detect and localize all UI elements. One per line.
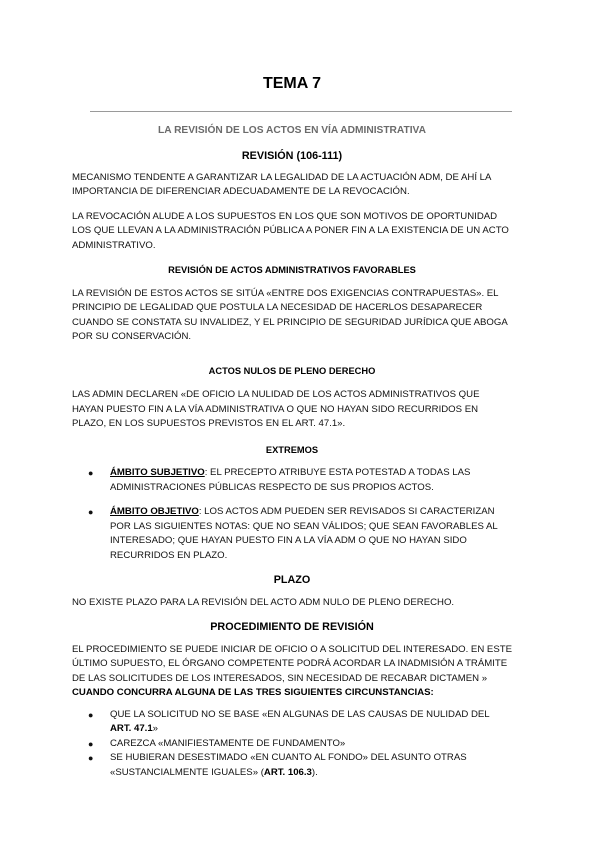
heading-actos-favorables: REVISIÓN DE ACTOS ADMINISTRATIVOS FAVORABLES xyxy=(168,265,416,275)
extremos-list xyxy=(72,466,512,563)
text-ambito-objetivo: : LOS ACTOS ADM PUEDEN SER REVISADOS SI CARACTERIZAN POR LAS SIGUIENTES NOTAS: QUE NO SEAN VÁLIDOS; QUE SEAN FAVORABLES AL INTERESADO; QUE HAYAN PUESTO FIN A LA VÍA ADM O QUE NO HAYAN SIDO RECURRIDOS EN PLAZO. xyxy=(110,506,498,561)
list-item-circunstancia-1 xyxy=(72,708,512,737)
ref-art-106-3: ART. 106.3 xyxy=(263,766,312,778)
paragraph-revision-favorables: LA REVISIÓN DE ESTOS ACTOS SE SITÚA «ENTRE DOS EXIGENCIAS CONTRAPUESTAS». EL PRINCIPIO DE LEGALIDAD QUE POSTULA LA NECESIDAD DE HACERLOS DESAPARECER CUANDO SE CONSTATA SU INVALIDEZ, Y EL PRINCIPIO DE SEGURIDAD JURÍDICA QUE ABOGA POR SU CONSERVACIÓN. xyxy=(72,287,508,342)
label-ambito-objetivo: ÁMBITO OBJETIVO xyxy=(110,506,199,517)
title-divider xyxy=(90,111,512,112)
list-item-ambito-objetivo xyxy=(72,505,512,563)
document-subtitle: LA REVISIÓN DE LOS ACTOS EN VÍA ADMINISTRATIVA xyxy=(158,125,426,136)
label-ambito-subjetivo: ÁMBITO SUBJETIVO xyxy=(110,467,205,478)
paragraph-actos-nulos: LAS ADMIN DECLAREN «DE OFICIO LA NULIDAD DE LOS ACTOS ADMINISTRATIVOS QUE HAYAN PUESTO FIN A LA VÍA ADMINISTRATIVA O QUE NO HAYAN SIDO RECURRIDOS EN PLAZO, EN LOS SUPUESTOS PREVISTOS EN EL ART. 47.1». xyxy=(72,389,480,429)
text-circunstancia-2: CAREZCA «MANIFIESTAMENTE DE FUNDAMENTO» xyxy=(110,737,346,749)
text-procedimiento-bold: CUANDO CONCURRA ALGUNA DE LAS TRES SIGUIENTES CIRCUNSTANCIAS: xyxy=(72,687,434,698)
text-circunstancia-1-end: » xyxy=(152,723,158,734)
paragraph-plazo: NO EXISTE PLAZO PARA LA REVISIÓN DEL ACTO ADM NULO DE PLENO DERECHO. xyxy=(72,596,455,608)
text-circunstancia-3-end: ). xyxy=(311,766,318,778)
list-item-ambito-subjetivo xyxy=(72,466,512,495)
text-circunstancia-1: QUE LA SOLICITUD NO SE BASE «EN ALGUNAS DE LAS CAUSAS DE NULIDAD DEL xyxy=(110,708,490,720)
heading-plazo: PLAZO xyxy=(273,574,311,586)
bullet-icon: ● xyxy=(88,468,94,478)
heading-extremos: EXTREMOS xyxy=(265,444,319,455)
list-item-circunstancia-2 xyxy=(72,737,512,752)
bullet-icon: ● xyxy=(88,753,94,763)
bullet-icon: ● xyxy=(88,507,94,517)
circunstancias-list xyxy=(72,708,512,781)
text-circunstancia-3: SE HUBIERAN DESESTIMADO «EN CUANTO AL FONDO» DEL ASUNTO OTRAS «SUSTANCIALMENTE IGUALES» ( xyxy=(110,752,467,778)
heading-revision: REVISIÓN (106-111) xyxy=(241,150,343,162)
paragraph-mecanismo: MECANISMO TENDENTE A GARANTIZAR LA LEGALIDAD DE LA ACTUACIÓN ADM, DE AHÍ LA IMPORTANCIA DE DIFERENCIAR ADECUADAMENTE DE LA REVOCACIÓN. xyxy=(72,171,491,197)
paragraph-procedimiento xyxy=(72,643,512,701)
paragraph-revocacion: LA REVOCACIÓN ALUDE A LOS SUPUESTOS EN LOS QUE SON MOTIVOS DE OPORTUNIDAD LOS QUE LLEVAN A LA ADMINISTRACIÓN PÚBLICA A PONER FIN A LA EXISTENCIA DE UN ACTO ADMINISTRATIVO. xyxy=(72,210,509,251)
heading-actos-nulos: ACTOS NULOS DE PLENO DERECHO xyxy=(208,365,376,376)
heading-procedimiento: PROCEDIMIENTO DE REVISIÓN xyxy=(210,621,374,633)
list-item-circunstancia-3 xyxy=(72,751,512,780)
bullet-icon: ● xyxy=(88,738,94,749)
text-ambito-subjetivo: : EL PRECEPTO ATRIBUYE ESTA POTESTAD A TODAS LAS ADMINISTRACIONES PÚBLICAS RESPECTO DE SUS PROPIOS ACTOS. xyxy=(110,467,471,493)
page-title: TEMA 7 xyxy=(262,75,322,92)
bullet-icon: ● xyxy=(88,709,94,720)
ref-art-47-1: ART. 47.1 xyxy=(110,723,153,734)
text-procedimiento: EL PROCEDIMIENTO SE PUEDE INICIAR DE OFICIO O A SOLICITUD DEL INTERESADO. EN ESTE ÚLTIMO SUPUESTO, EL ÓRGANO COMPETENTE PODRÁ ACORDAR LA INADMISIÓN A TRÁMITE DE LAS SOLICITUDES DE LOS INTERESADOS, SIN NECESIDAD DE RECABAR DICTAMEN » xyxy=(72,643,512,684)
